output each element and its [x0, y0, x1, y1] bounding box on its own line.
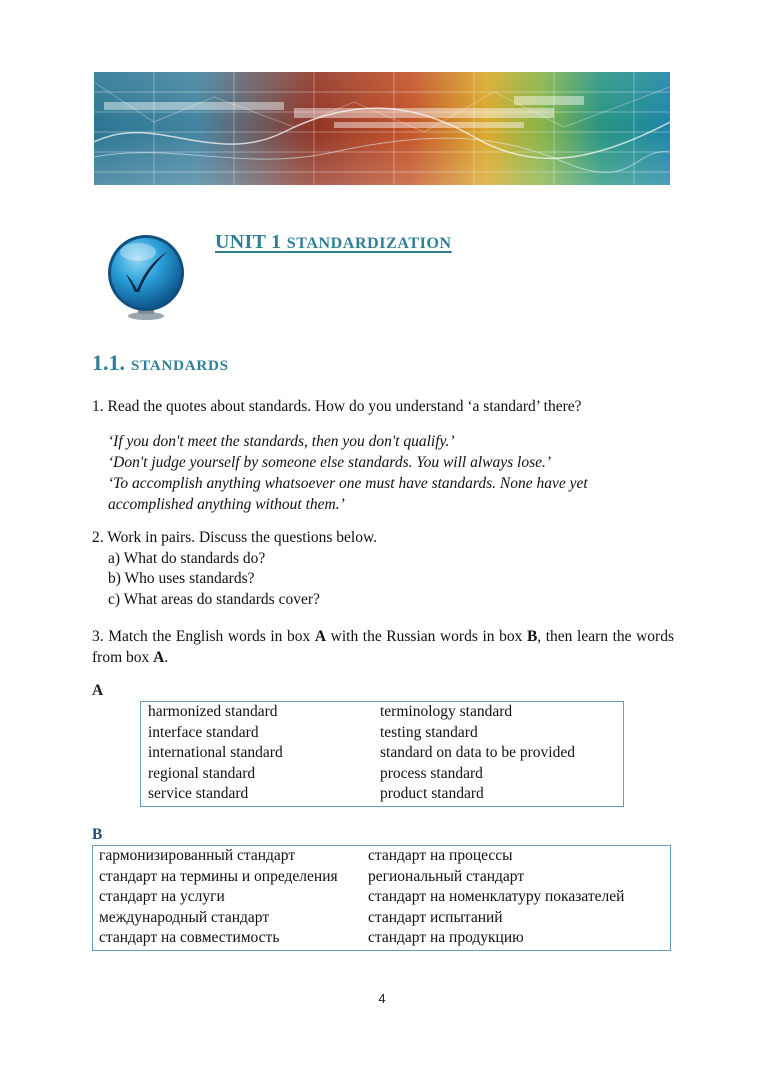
task-1-instruction: 1. Read the quotes about standards. How do you understand ‘a standard’ there?: [92, 398, 582, 415]
term-cell: региональный стандарт: [368, 867, 525, 885]
term-cell: testing standard: [380, 723, 478, 741]
checkmark-badge-icon: [104, 232, 188, 322]
term-cell: стандарт на продукцию: [368, 929, 524, 946]
question-item: a) What do standards do?: [108, 549, 266, 567]
term-cell: стандарт на номенклатуру показателей: [368, 888, 625, 905]
question-item: c) What areas do standards cover?: [108, 590, 320, 608]
task-3-text: 3. Match the English words in box: [92, 628, 315, 645]
term-cell: гармонизированный стандарт: [99, 847, 296, 864]
quote-line: ‘Don't judge yourself by someone else standards. You will always lose.’: [108, 454, 552, 471]
box-a-label: A: [92, 682, 104, 699]
term-cell: product standard: [380, 785, 484, 802]
term-cell: terminology standard: [380, 703, 513, 720]
term-cell: international standard: [148, 744, 283, 761]
quote-line: ‘If you don't meet the standards, then you don't qualify.’: [108, 433, 455, 450]
question-item: b) Who uses standards?: [108, 570, 255, 587]
task-3-text: with the Russian words in box: [326, 628, 527, 645]
term-cell: стандарт на услуги: [99, 888, 225, 905]
term-cell: международный стандарт: [99, 908, 270, 926]
page-number: 4: [378, 991, 386, 1006]
term-cell: стандарт на совместимость: [99, 929, 280, 946]
task-2-block: [92, 528, 377, 610]
quotes-block: [108, 431, 678, 515]
box-ref-a: A: [153, 648, 165, 666]
abstract-chart-banner: [94, 72, 670, 185]
unit-title: [215, 231, 452, 254]
unit-prefix: UNIT 1: [215, 231, 282, 253]
term-cell: process standard: [380, 764, 483, 782]
quote-line: accomplished anything without them.’: [108, 496, 345, 513]
task-2-instruction: 2. Work in pairs. Discuss the questions below.: [92, 529, 378, 546]
unit-name: STANDARDIZATION: [286, 235, 452, 252]
task-3-instruction: [92, 627, 674, 668]
box-b-russian-terms: [92, 845, 671, 951]
box-b-label: B: [92, 826, 103, 843]
section-number: 1.1.: [92, 350, 125, 375]
term-cell: harmonized standard: [148, 703, 278, 720]
term-cell: стандарт на процессы: [368, 847, 513, 864]
quote-line: ‘To accomplish anything whatsoever one must have standards. None have yet: [108, 475, 588, 492]
box-ref-a: A: [314, 628, 327, 645]
term-cell: standard on data to be provided: [380, 744, 575, 761]
box-a-english-terms: [140, 701, 624, 807]
box-ref-b: B: [526, 628, 538, 645]
header-banner-image: [94, 72, 670, 185]
term-cell: regional standard: [148, 764, 256, 782]
section-name: STANDARDS: [131, 358, 229, 374]
term-cell: service standard: [148, 785, 249, 802]
term-cell: стандарт на термины и определения: [99, 867, 338, 885]
task-3-text: , then learn the words from box: [92, 628, 674, 666]
section-heading: [92, 350, 229, 376]
term-cell: interface standard: [148, 723, 259, 741]
task-3-text: .: [164, 648, 169, 666]
term-cell: стандарт испытаний: [368, 908, 503, 926]
